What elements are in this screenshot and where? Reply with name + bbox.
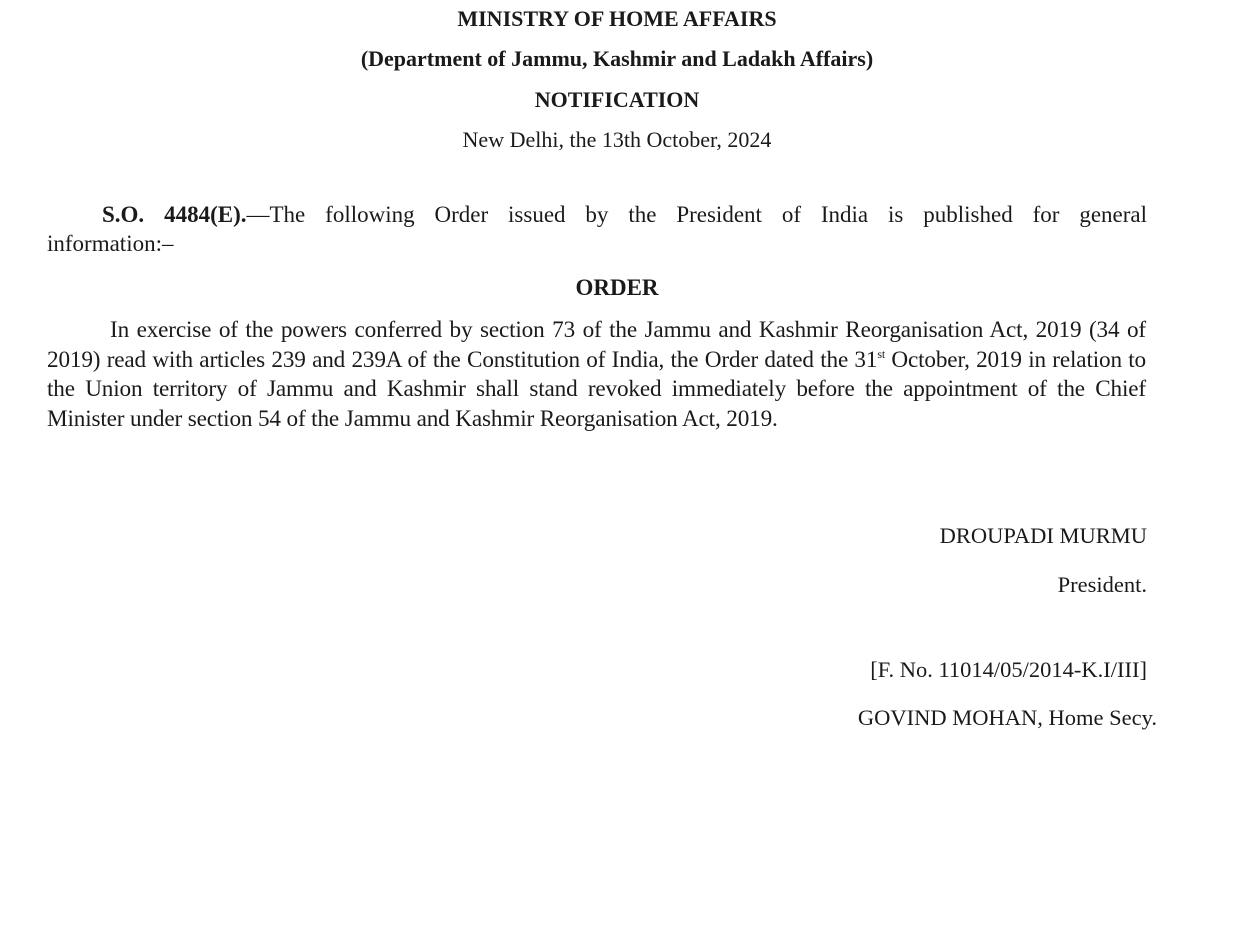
order-paragraph [47, 316, 1146, 434]
intro-text: —The following Order issued by the President of India is published for general information:– [47, 202, 1147, 256]
order-text-part-2: October, 2019 in relation to the Union territory of Jammu and Kashmir shall stand revoked immediately before the appointment of the Chief Minister under section 54 of the Jammu and Kashmir Reorganisation Act, 2019. [47, 346, 1146, 432]
notification-title: NOTIFICATION [534, 87, 700, 112]
home-secretary: GOVIND MOHAN, Home Secy. [857, 705, 1157, 730]
ordinal-superscript: st [877, 346, 886, 361]
place-and-date: New Delhi, the 13th October, 2024 [462, 127, 772, 152]
signatory-name: DROUPADI MURMU [939, 523, 1147, 548]
department-heading: (Department of Jammu, Kashmir and Ladakh Affairs) [360, 46, 874, 71]
intro-paragraph [47, 200, 1147, 258]
order-text-part-1: In exercise of the powers conferred by section 73 of the Jammu and Kashmir Reorganisation Act, 2019 (34 of 2019) read with articles 239 and 239A of the Constitution of India, the Order dated the 31 [47, 317, 1146, 373]
signatory-title: President. [1057, 572, 1147, 597]
ministry-heading: MINISTRY OF HOME AFFAIRS [457, 6, 777, 31]
so-number: S.O. 4484(E). [102, 202, 247, 227]
file-number: [F. No. 11014/05/2014-K.I/III] [870, 657, 1147, 682]
order-title: ORDER [575, 275, 659, 300]
